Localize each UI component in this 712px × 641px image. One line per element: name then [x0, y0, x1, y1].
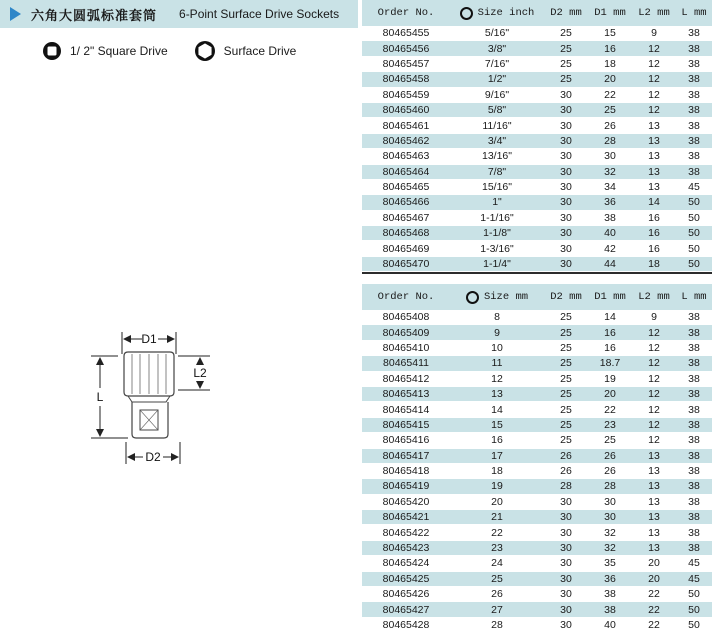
- size-cell: 15/16": [481, 181, 512, 194]
- table-row: [362, 241, 712, 256]
- l2-cell: 12: [648, 104, 660, 117]
- d1-cell: 16: [604, 326, 616, 339]
- l2-cell: 9: [651, 311, 657, 324]
- d2-cell: 25: [560, 42, 572, 55]
- d1-cell: 38: [604, 588, 616, 601]
- l2-cell: 13: [648, 165, 660, 178]
- size-cell: 13: [491, 388, 503, 401]
- table-row: [362, 226, 712, 241]
- d2-cell: 25: [560, 27, 572, 40]
- order-no-cell: 80465426: [382, 588, 430, 601]
- col-d2: D2 mm: [550, 291, 582, 303]
- table-row: [362, 449, 712, 464]
- l-cell: 38: [688, 165, 700, 178]
- size-cell: 5/8": [487, 104, 507, 117]
- col-order-no: Order No.: [377, 291, 435, 303]
- table-body: [362, 310, 712, 633]
- square-drive-icon: [42, 41, 62, 61]
- d2-cell: 25: [560, 357, 572, 370]
- d2-cell: 30: [560, 181, 572, 194]
- l2-cell: 9: [651, 27, 657, 40]
- col-l: L mm: [681, 291, 707, 303]
- size-cell: 15: [491, 418, 503, 431]
- order-no-cell: 80465464: [382, 165, 430, 178]
- d1-cell: 16: [604, 341, 616, 354]
- dim-d1-label: D1: [141, 332, 157, 346]
- d1-cell: 38: [604, 211, 616, 224]
- circle-icon: [460, 7, 473, 20]
- col-d2: D2 mm: [550, 7, 582, 19]
- table-row: [362, 541, 712, 556]
- d2-cell: 30: [560, 119, 572, 132]
- order-no-cell: 80465455: [382, 27, 430, 40]
- l-cell: 38: [688, 57, 700, 70]
- d1-cell: 26: [604, 449, 616, 462]
- d2-cell: 25: [560, 311, 572, 324]
- size-cell: 14: [491, 403, 503, 416]
- order-no-cell: 80465462: [382, 134, 430, 147]
- order-no-cell: 80465412: [382, 372, 430, 385]
- l2-cell: 13: [648, 480, 660, 493]
- l-cell: 38: [688, 480, 700, 493]
- order-no-cell: 80465417: [382, 449, 430, 462]
- table-row: [362, 618, 712, 633]
- d2-cell: 28: [560, 480, 572, 493]
- l2-cell: 13: [648, 511, 660, 524]
- d1-cell: 28: [604, 480, 616, 493]
- d2-cell: 30: [560, 557, 572, 570]
- size-cell: 1-3/16": [480, 242, 514, 255]
- l2-cell: 13: [648, 526, 660, 539]
- l2-cell: 12: [648, 434, 660, 447]
- l2-cell: 13: [648, 150, 660, 163]
- d2-cell: 30: [560, 588, 572, 601]
- size-cell: 12: [491, 372, 503, 385]
- l-cell: 45: [688, 557, 700, 570]
- table-header: [362, 284, 712, 310]
- d1-cell: 26: [604, 119, 616, 132]
- size-cell: 8: [494, 311, 500, 324]
- order-no-cell: 80465461: [382, 119, 430, 132]
- order-no-cell: 80465468: [382, 227, 430, 240]
- title-bar: [0, 0, 358, 28]
- d1-cell: 42: [604, 242, 616, 255]
- d1-cell: 20: [604, 73, 616, 86]
- l2-cell: 12: [648, 73, 660, 86]
- col-size: Size mm: [450, 291, 544, 304]
- order-no-cell: 80465457: [382, 57, 430, 70]
- table-row: [362, 464, 712, 479]
- table-row: [362, 525, 712, 540]
- col-d1: D1 mm: [594, 7, 626, 19]
- table-row: [362, 134, 712, 149]
- size-cell: 28: [491, 619, 503, 631]
- socket-drawing: [88, 324, 207, 474]
- l2-cell: 16: [648, 227, 660, 240]
- l-cell: 38: [688, 42, 700, 55]
- d1-cell: 40: [604, 227, 616, 240]
- d1-cell: 15: [604, 27, 616, 40]
- d2-cell: 25: [560, 372, 572, 385]
- l-cell: 38: [688, 27, 700, 40]
- l2-cell: 22: [648, 588, 660, 601]
- l-cell: 45: [688, 572, 700, 585]
- l-cell: 50: [688, 619, 700, 631]
- l2-cell: 22: [648, 619, 660, 631]
- order-no-cell: 80465410: [382, 341, 430, 354]
- order-no-cell: 80465408: [382, 311, 430, 324]
- d2-cell: 25: [560, 73, 572, 86]
- size-cell: 10: [491, 341, 503, 354]
- size-cell: 18: [491, 465, 503, 478]
- d1-cell: 32: [604, 526, 616, 539]
- title-english: 6-Point Surface Drive Sockets: [179, 7, 340, 21]
- size-cell: 1-1/4": [483, 258, 511, 271]
- l2-cell: 13: [648, 449, 660, 462]
- size-cell: 26: [491, 588, 503, 601]
- d2-cell: 25: [560, 57, 572, 70]
- l2-cell: 12: [648, 372, 660, 385]
- table-row: [362, 103, 712, 118]
- size-cell: 3/4": [487, 134, 507, 147]
- square-drive-label: 1/ 2" Square Drive: [70, 44, 168, 58]
- table-row: [362, 41, 712, 56]
- l2-cell: 20: [648, 572, 660, 585]
- table-row: [362, 510, 712, 525]
- size-cell: 21: [491, 511, 503, 524]
- l-cell: 38: [688, 449, 700, 462]
- size-cell: 11/16": [482, 119, 512, 132]
- d1-cell: 30: [604, 495, 616, 508]
- socket-diagram: [88, 324, 207, 474]
- order-no-cell: 80465409: [382, 326, 430, 339]
- order-no-cell: 80465418: [382, 465, 430, 478]
- d1-cell: 20: [604, 388, 616, 401]
- size-cell: 24: [491, 557, 503, 570]
- d1-cell: 36: [604, 572, 616, 585]
- d2-cell: 30: [560, 572, 572, 585]
- l-cell: 45: [688, 181, 700, 194]
- d1-cell: 19: [604, 372, 616, 385]
- l2-cell: 13: [648, 181, 660, 194]
- d1-cell: 23: [604, 418, 616, 431]
- table-row: [362, 479, 712, 494]
- l2-cell: 13: [648, 134, 660, 147]
- l-cell: 38: [688, 150, 700, 163]
- l2-cell: 12: [648, 57, 660, 70]
- d1-cell: 28: [604, 134, 616, 147]
- d1-cell: 36: [604, 196, 616, 209]
- size-cell: 7/16": [484, 57, 510, 70]
- table-row: [362, 149, 712, 164]
- size-cell: 25: [491, 572, 503, 585]
- l-cell: 38: [688, 418, 700, 431]
- table-row: [362, 180, 712, 195]
- table-row: [362, 26, 712, 41]
- order-no-cell: 80465425: [382, 572, 430, 585]
- l-cell: 50: [688, 227, 700, 240]
- l-cell: 38: [688, 326, 700, 339]
- l-cell: 38: [688, 542, 700, 555]
- l-cell: 50: [688, 258, 700, 271]
- size-cell: 5/16": [484, 27, 510, 40]
- table-row: [362, 118, 712, 133]
- surface-drive-icon: [194, 40, 216, 62]
- size-cell: 1": [492, 196, 502, 209]
- size-cell: 16: [491, 434, 503, 447]
- l-cell: 38: [688, 73, 700, 86]
- table-row: [362, 72, 712, 87]
- title-chinese: 六角大圆弧标准套筒: [31, 8, 158, 24]
- table-row: [362, 57, 712, 72]
- table-row: [362, 387, 712, 402]
- table-row: [362, 88, 712, 103]
- d1-cell: 35: [604, 557, 616, 570]
- order-no-cell: 80465424: [382, 557, 430, 570]
- d2-cell: 30: [560, 258, 572, 271]
- size-cell: 1-1/16": [480, 211, 514, 224]
- d1-cell: 32: [604, 542, 616, 555]
- d2-cell: 30: [560, 619, 572, 631]
- table-row: [362, 195, 712, 210]
- order-no-cell: 80465467: [382, 211, 430, 224]
- table-row: [362, 556, 712, 571]
- table-row: [362, 257, 712, 272]
- l2-cell: 13: [648, 495, 660, 508]
- d2-cell: 30: [560, 242, 572, 255]
- d2-cell: 25: [560, 403, 572, 416]
- d1-cell: 25: [604, 434, 616, 447]
- l-cell: 38: [688, 403, 700, 416]
- d2-cell: 30: [560, 227, 572, 240]
- d1-cell: 16: [604, 42, 616, 55]
- l-cell: 38: [688, 134, 700, 147]
- col-d1: D1 mm: [594, 291, 626, 303]
- l-cell: 38: [688, 465, 700, 478]
- l-cell: 38: [688, 526, 700, 539]
- col-order-no: Order No.: [377, 7, 435, 19]
- metric-size-table: [362, 284, 712, 633]
- d1-cell: 18: [604, 57, 616, 70]
- d1-cell: 26: [604, 465, 616, 478]
- l2-cell: 20: [648, 557, 660, 570]
- order-no-cell: 80465414: [382, 403, 430, 416]
- l-cell: 50: [688, 242, 700, 255]
- l2-cell: 14: [648, 196, 660, 209]
- table-row: [362, 211, 712, 226]
- l2-cell: 13: [648, 119, 660, 132]
- size-cell: 1/2": [487, 73, 507, 86]
- l2-cell: 12: [648, 403, 660, 416]
- col-size: Size inch: [450, 7, 544, 20]
- order-no-cell: 80465466: [382, 196, 430, 209]
- d2-cell: 30: [560, 495, 572, 508]
- d2-cell: 26: [560, 449, 572, 462]
- l2-cell: 16: [648, 211, 660, 224]
- d2-cell: 25: [560, 388, 572, 401]
- d1-cell: 34: [604, 181, 616, 194]
- d2-cell: 30: [560, 603, 572, 616]
- dim-l2-label: L2: [193, 366, 207, 380]
- l2-cell: 12: [648, 357, 660, 370]
- l-cell: 38: [688, 104, 700, 117]
- size-cell: 19: [491, 480, 503, 493]
- d2-cell: 26: [560, 465, 572, 478]
- order-no-cell: 80465456: [382, 42, 430, 55]
- l2-cell: 12: [648, 326, 660, 339]
- l-cell: 38: [688, 357, 700, 370]
- table-row: [362, 495, 712, 510]
- l-cell: 50: [688, 211, 700, 224]
- d2-cell: 30: [560, 150, 572, 163]
- l-cell: 38: [688, 311, 700, 324]
- table-row: [362, 325, 712, 340]
- play-triangle-icon: [10, 7, 21, 21]
- d1-cell: 44: [604, 258, 616, 271]
- l2-cell: 12: [648, 88, 660, 101]
- d1-cell: 40: [604, 619, 616, 631]
- l-cell: 38: [688, 388, 700, 401]
- d1-cell: 30: [604, 150, 616, 163]
- size-cell: 1-1/8": [483, 227, 511, 240]
- size-cell: 11: [491, 357, 503, 370]
- l-cell: 50: [688, 588, 700, 601]
- table-body: [362, 26, 712, 272]
- l-cell: 38: [688, 372, 700, 385]
- l2-cell: 13: [648, 542, 660, 555]
- d1-cell: 22: [604, 403, 616, 416]
- d1-cell: 25: [604, 104, 616, 117]
- d1-cell: 14: [604, 311, 616, 324]
- order-no-cell: 80465470: [382, 258, 430, 271]
- dim-d2-label: D2: [145, 450, 161, 464]
- l-cell: 38: [688, 434, 700, 447]
- d2-cell: 30: [560, 104, 572, 117]
- size-cell: 9: [494, 326, 500, 339]
- d2-cell: 30: [560, 134, 572, 147]
- size-cell: 13/16": [481, 150, 512, 163]
- order-no-cell: 80465428: [382, 619, 430, 631]
- l-cell: 38: [688, 119, 700, 132]
- table-row: [362, 372, 712, 387]
- d1-cell: 30: [604, 511, 616, 524]
- size-cell: 3/8": [487, 42, 507, 55]
- d2-cell: 30: [560, 211, 572, 224]
- d2-cell: 25: [560, 326, 572, 339]
- table-row: [362, 587, 712, 602]
- table-row: [362, 402, 712, 417]
- circle-icon: [466, 291, 479, 304]
- order-no-cell: 80465460: [382, 104, 430, 117]
- order-no-cell: 80465413: [382, 388, 430, 401]
- col-l: L mm: [681, 7, 707, 19]
- size-cell: 17: [491, 449, 503, 462]
- order-no-cell: 80465411: [383, 357, 429, 370]
- l2-cell: 12: [648, 341, 660, 354]
- surface-drive-label: Surface Drive: [223, 44, 297, 58]
- l-cell: 38: [688, 495, 700, 508]
- d2-cell: 25: [560, 418, 572, 431]
- table-header: [362, 0, 712, 26]
- order-no-cell: 80465427: [382, 603, 430, 616]
- l-cell: 38: [688, 88, 700, 101]
- d1-cell: 32: [604, 165, 616, 178]
- order-no-cell: 80465469: [382, 242, 430, 255]
- l2-cell: 12: [648, 388, 660, 401]
- d1-cell: 18.7: [599, 357, 621, 370]
- d2-cell: 30: [560, 196, 572, 209]
- table-row: [362, 602, 712, 617]
- order-no-cell: 80465459: [382, 88, 430, 101]
- d2-cell: 30: [560, 526, 572, 539]
- l2-cell: 16: [648, 242, 660, 255]
- table-row: [362, 356, 712, 371]
- d2-cell: 25: [560, 341, 572, 354]
- size-cell: 27: [491, 603, 503, 616]
- table-row: [362, 433, 712, 448]
- d1-cell: 22: [604, 88, 616, 101]
- l2-cell: 22: [648, 603, 660, 616]
- order-no-cell: 80465421: [382, 511, 430, 524]
- dim-l-label: L: [96, 390, 104, 404]
- l-cell: 38: [688, 511, 700, 524]
- size-cell: 23: [491, 542, 503, 555]
- size-cell: 9/16": [484, 88, 510, 101]
- d2-cell: 30: [560, 542, 572, 555]
- inch-size-table: [362, 0, 712, 274]
- l2-cell: 18: [648, 258, 660, 271]
- l2-cell: 12: [648, 418, 660, 431]
- order-no-cell: 80465465: [382, 181, 430, 194]
- l-cell: 38: [688, 341, 700, 354]
- order-no-cell: 80465416: [382, 434, 430, 447]
- col-l2: L2 mm: [638, 7, 670, 19]
- order-no-cell: 80465422: [382, 526, 430, 539]
- l2-cell: 12: [648, 42, 660, 55]
- table-row: [362, 341, 712, 356]
- order-no-cell: 80465458: [382, 73, 430, 86]
- table-row: [362, 418, 712, 433]
- d1-cell: 38: [604, 603, 616, 616]
- l2-cell: 13: [648, 465, 660, 478]
- size-cell: 20: [491, 495, 503, 508]
- size-cell: 22: [491, 526, 503, 539]
- col-l2: L2 mm: [638, 291, 670, 303]
- d2-cell: 30: [560, 88, 572, 101]
- d2-cell: 30: [560, 165, 572, 178]
- order-no-cell: 80465415: [382, 418, 430, 431]
- l-cell: 50: [688, 603, 700, 616]
- order-no-cell: 80465423: [382, 542, 430, 555]
- d2-cell: 25: [560, 434, 572, 447]
- order-no-cell: 80465419: [382, 480, 430, 493]
- order-no-cell: 80465463: [382, 150, 430, 163]
- drive-legend: [42, 39, 296, 63]
- table-row: [362, 165, 712, 180]
- table-row: [362, 572, 712, 587]
- table-row: [362, 310, 712, 325]
- size-cell: 7/8": [487, 165, 507, 178]
- order-no-cell: 80465420: [382, 495, 430, 508]
- table-bottom-rule: [362, 272, 712, 274]
- d2-cell: 30: [560, 511, 572, 524]
- l-cell: 50: [688, 196, 700, 209]
